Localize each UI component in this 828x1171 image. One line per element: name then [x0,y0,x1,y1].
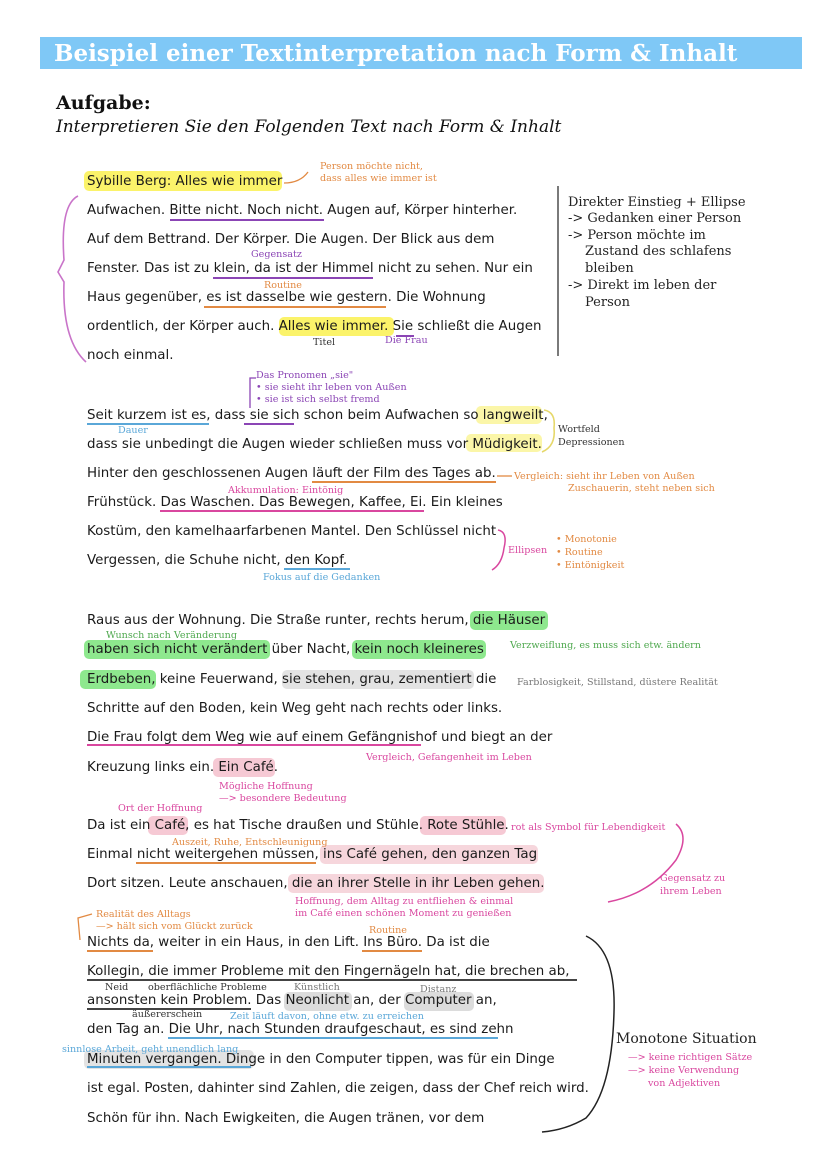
note-gegensatz-1: Gegensatz zu [660,873,726,884]
side-note-3: -> Person möchte im [568,228,706,243]
note-pronomen-2: • sie sieht ihr leben von Außen [256,382,407,393]
task-heading: Aufgabe: [56,92,151,114]
note-pronomen-1: Das Pronomen „sie" [256,370,354,381]
text-line-26: den Tag an. Die Uhr, nach Stunden draufgeschaut, es sind zehn [87,1022,514,1037]
text-line-2: Aufwachen. Bitte nicht. Noch nicht. Augen auf, Körper hinterher. [87,203,518,218]
text-line-15: haben sich nicht verändert über Nacht, kein noch kleineres [87,642,484,657]
text-line-18: Die Frau folgt dem Weg wie auf einem Gefängnishof und biegt an der [87,730,553,745]
text-line-1: Sybille Berg: Alles wie immer [87,174,283,189]
note-alltag-1: Hoffnung, dem Alltag zu entfliehen & einmal [295,896,514,907]
note-hoffnung-1: Mögliche Hoffnung [219,781,313,792]
text-line-14: Raus aus der Wohnung. Die Straße runter, rechts herum, die Häuser [87,613,546,628]
note-zeit: Zeit läuft davon, ohne etw. zu erreichen [230,1011,424,1022]
text-line-10: Hinter den geschlossenen Augen läuft der Film des Tages ab. [87,466,496,481]
note-wortfeld-2: Depressionen [558,437,625,448]
text-line-17: Schritte auf den Boden, kein Weg geht nach rechts oder links. [87,701,503,716]
text-line-23: Nichts da, weiter in ein Haus, in den Lift. Ins Büro. Da ist die [87,935,490,950]
note-akkumulation: Akkumulation: Eintönig [228,485,344,496]
text-line-11: Frühstück. Das Waschen. Das Bewegen, Kaffee, Ei. Ein kleines [87,495,503,510]
bracket-paragraph-1 [58,196,86,362]
page-title: Beispiel einer Textinterpretation nach Form & Inhalt [54,40,738,67]
note-monotone-situation: Monotone Situation [616,1031,757,1047]
text-line-16: Erdbeben, keine Feuerwand, sie stehen, grau, zementiert die [87,672,497,687]
note-monotone-1: —> keine richtigen Sätze [628,1052,753,1063]
note-ellipsen: Ellipsen [508,545,548,556]
note-aeusserer: äußererschein [132,1009,203,1020]
note-vergleich-1: Vergleich: sieht ihr Leben von Außen [514,471,695,482]
note-neid: Neid [105,982,129,993]
text-line-28: ist egal. Posten, dahinter sind Zahlen, die zeigen, dass der Chef reich wird. [87,1081,589,1096]
note-rot: rot als Symbol für Lebendigkeit [511,822,666,833]
task-text: Interpretieren Sie den Folgenden Text nach Form & Inhalt [56,117,562,137]
note-titel: Titel [313,337,336,348]
text-line-9: dass sie unbedingt die Augen wieder schließen muss vor Müdigkeit. [87,437,542,452]
side-note-2: -> Gedanken einer Person [568,211,742,226]
header-banner [40,37,802,69]
note-pronomen-3: • sie ist sich selbst fremd [256,394,380,405]
note-vergleich-2: Zuschauerin, steht neben sich [568,483,715,494]
note-gegensatz-2: ihrem Leben [660,886,722,897]
text-line-7: noch einmal. [87,348,174,363]
note-kuenstlich: Künstlich [294,982,340,993]
text-line-3: Auf dem Bettrand. Der Körper. Die Augen. Der Blick aus dem [87,232,495,247]
text-line-21: Einmal nicht weitergehen müssen, ins Café gehen, den ganzen Tag [87,847,538,862]
note-auszeit: Auszeit, Ruhe, Entschleunigung [172,837,328,848]
note-die-frau: Die Frau [385,335,428,346]
text-line-27: Minuten vergangen. Dinge in den Computer tippen, was für ein Dinge [87,1052,555,1067]
note-oberflaechlich: oberflächliche Probleme [148,982,267,993]
note-realitaet-1: Realität des Alltags [96,909,191,920]
note-dauer: Dauer [118,425,148,436]
note-routine-b: • Routine [556,547,603,558]
note-monotone-2: —> keine Verwendung [628,1065,740,1076]
note-monotone-3: von Adjektiven [648,1078,721,1089]
note-eintoenigkeit: • Eintönigkeit [556,560,625,571]
note-ort-hoffnung: Ort der Hoffnung [118,803,203,814]
text-line-20: Da ist ein Café, es hat Tische draußen und Stühle. Rote Stühle. [87,818,509,833]
note-gefangenheit: Vergleich, Gefangenheit im Leben [366,752,532,763]
note-wunsch: Wunsch nach Veränderung [106,630,237,641]
note-person-1: Person möchte nicht, [320,161,423,172]
note-wortfeld-1: Wortfeld [558,424,600,435]
note-hoffnung-2: —> besondere Bedeutung [219,793,347,804]
side-note-4: Zustand des schlafens [585,244,732,259]
text-line-24: Kollegin, die immer Probleme mit den Fingernägeln hat, die brechen ab, [87,964,570,979]
note-farblosigkeit: Farblosigkeit, Stillstand, düstere Realität [517,677,718,688]
note-verzweiflung: Verzweiflung, es muss sich etw. ändern [510,640,701,651]
text-line-19: Kreuzung links ein. Ein Café. [87,760,279,775]
note-routine-c: Routine [369,925,407,936]
note-fokus: Fokus auf die Gedanken [263,572,381,583]
text-line-22: Dort sitzen. Leute anschauen, die an ihrer Stelle in ihr Leben gehen. [87,876,545,891]
note-distanz: Distanz [420,984,457,995]
side-note-1: Direkter Einstieg + Ellipse [568,195,746,210]
note-sinnlos: sinnlose Arbeit, geht unendlich lang [62,1044,239,1055]
text-line-25: ansonsten kein Problem. Das Neonlicht an, der Computer an, [87,993,497,1008]
text-line-8: Seit kurzem ist es, dass sie sich schon beim Aufwachen so langweilt, [87,408,548,423]
text-line-13: Vergessen, die Schuhe nicht, den Kopf. [87,553,348,568]
text-line-12: Kostüm, den kamelhaarfarbenen Mantel. Den Schlüssel nicht [87,524,497,539]
note-alltag-2: im Café einen schönen Moment zu genießen [295,908,512,919]
side-note-6: -> Direkt im leben der [568,278,717,293]
side-note-5: bleiben [585,261,634,276]
text-line-29: Schön für ihn. Nach Ewigkeiten, die Augen tränen, vor dem [87,1111,485,1126]
note-gegensatz: Gegensatz [251,249,302,260]
text-line-5: Haus gegenüber, es ist dasselbe wie gestern. Die Wohnung [87,290,486,305]
text-line-6: ordentlich, der Körper auch. Alles wie immer. Sie schließt die Augen [87,319,542,334]
text-line-4: Fenster. Das ist zu klein, da ist der Himmel nicht zu sehen. Nur ein [87,261,533,276]
note-routine: Routine [264,280,302,291]
note-monotonie: • Monotonie [556,534,617,545]
note-person-2: dass alles wie immer ist [320,173,437,184]
arrow-title-person [284,172,308,183]
note-realitaet-2: —> hält sich vom Glückt zurück [96,921,253,932]
side-note-7: Person [585,295,630,310]
